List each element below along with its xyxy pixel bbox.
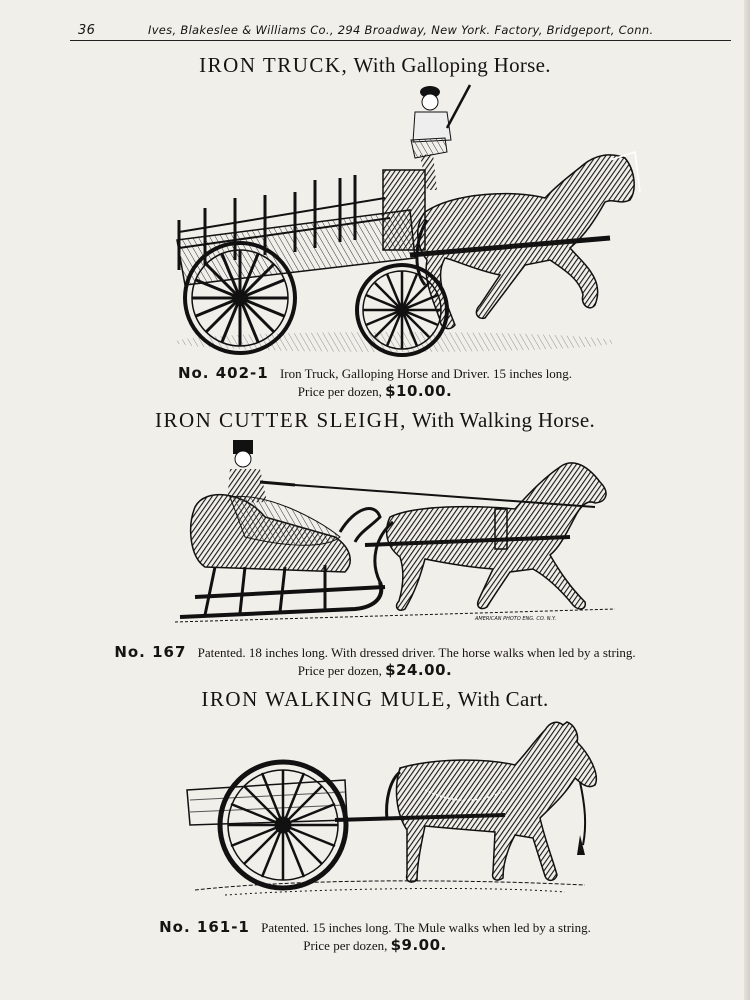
price-value: $24.00.: [385, 661, 453, 679]
product-description: Patented. 18 inches long. With dressed driver. The horse walks when led by a string.: [197, 645, 636, 660]
product-description: Patented. 15 inches long. The Mule walks when led by a string.: [261, 920, 591, 935]
price-value: $9.00.: [390, 936, 447, 954]
product-description: Iron Truck, Galloping Horse and Driver. 15 inches long.: [279, 366, 573, 381]
running-header: [78, 21, 730, 39]
price-value: $10.00.: [385, 382, 453, 400]
iron-truck-engraving: [165, 80, 645, 365]
iron-truck-illustration: [165, 80, 645, 365]
publisher-line: Ives, Blakeslee & Williams Co., 294 Broadway, New York. Factory, Bridgeport, Conn.: [148, 23, 654, 37]
page-edge: [744, 0, 750, 1000]
rear-wheel: [185, 243, 295, 353]
header-rule: [70, 40, 731, 41]
cutter-sleigh-illustration: [175, 437, 625, 632]
page-number: 36: [78, 22, 96, 38]
product-price-402-1: [0, 382, 750, 400]
product-desc-161-1: [0, 918, 750, 936]
product-title-walking-mule: IRON WALKING MULE, With Cart.: [201, 687, 549, 711]
product-number: No. 167: [114, 643, 187, 661]
product-title-iron-truck: IRON TRUCK, With Galloping Horse.: [199, 53, 551, 77]
walking-mule: [387, 722, 597, 882]
walking-mule-engraving: [185, 720, 610, 905]
product-price-167: [0, 661, 750, 679]
walking-horse: [375, 463, 606, 610]
product-desc-167: [0, 643, 750, 661]
cutter-sleigh-engraving: [175, 437, 625, 632]
price-label: Price per dozen,: [303, 938, 388, 953]
price-label: Price per dozen,: [297, 663, 382, 678]
product-desc-402-1: [0, 364, 750, 382]
dressed-driver: [227, 440, 295, 503]
walking-mule-illustration: [185, 720, 610, 905]
front-wheel: [357, 265, 447, 355]
engraver-credit: AMERICAN PHOTO ENG. CO. N.Y.: [475, 616, 557, 622]
product-title-cutter-sleigh: IRON CUTTER SLEIGH, With Walking Horse.: [154, 408, 596, 432]
product-price-161-1: [0, 936, 750, 954]
cart-wheel: [220, 762, 346, 888]
product-number: No. 161-1: [159, 918, 250, 936]
product-number: No. 402-1: [177, 364, 269, 382]
price-label: Price per dozen,: [297, 384, 382, 399]
